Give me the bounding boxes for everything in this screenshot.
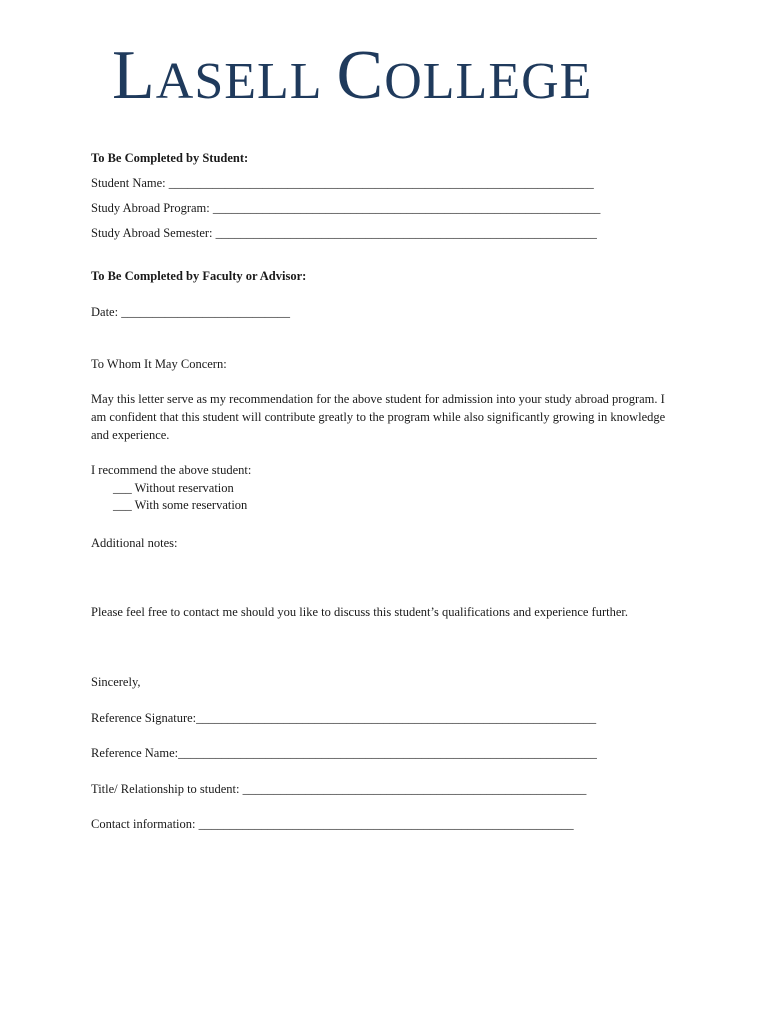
study-abroad-program-field[interactable]: Study Abroad Program: ______________________________________________________________ xyxy=(91,201,601,215)
option-without-reservation[interactable]: ___ Without reservation xyxy=(113,481,234,495)
option-with-some-reservation[interactable]: ___ With some reservation xyxy=(113,498,248,512)
study-abroad-semester-field[interactable]: Study Abroad Semester: _____________________________________________________________ xyxy=(91,226,597,240)
student-name-field[interactable]: Student Name: ____________________________________________________________________ xyxy=(91,176,594,190)
additional-notes-label: Additional notes: xyxy=(91,536,178,550)
lasell-college-logo: LASELL COLLEGE xyxy=(112,37,593,114)
date-field[interactable]: Date: ___________________________ xyxy=(91,305,290,319)
recommend-label: I recommend the above student: xyxy=(91,463,252,477)
reference-signature-field[interactable]: Reference Signature:________________________________________________________________ xyxy=(91,711,597,725)
letter-body-paragraph: May this letter serve as my recommendation for the above student for admission into your study abroad program. I am confident that this student will contribute greatly to the program while also significantly growing in knowledge and experience. xyxy=(91,392,666,442)
contact-information-field[interactable]: Contact information: ____________________________________________________________ xyxy=(91,817,574,831)
contact-paragraph: Please feel free to contact me should you like to discuss this student’s qualifications and experience further. xyxy=(91,605,628,619)
letter-greeting: To Whom It May Concern: xyxy=(91,357,227,371)
title-relationship-field[interactable]: Title/ Relationship to student: _______________________________________________________ xyxy=(91,782,587,796)
closing-sincerely: Sincerely, xyxy=(91,675,141,689)
faculty-section-heading: To Be Completed by Faculty or Advisor: xyxy=(91,269,307,283)
student-section-heading: To Be Completed by Student: xyxy=(91,151,249,165)
reference-name-field[interactable]: Reference Name:___________________________________________________________________ xyxy=(91,746,597,760)
